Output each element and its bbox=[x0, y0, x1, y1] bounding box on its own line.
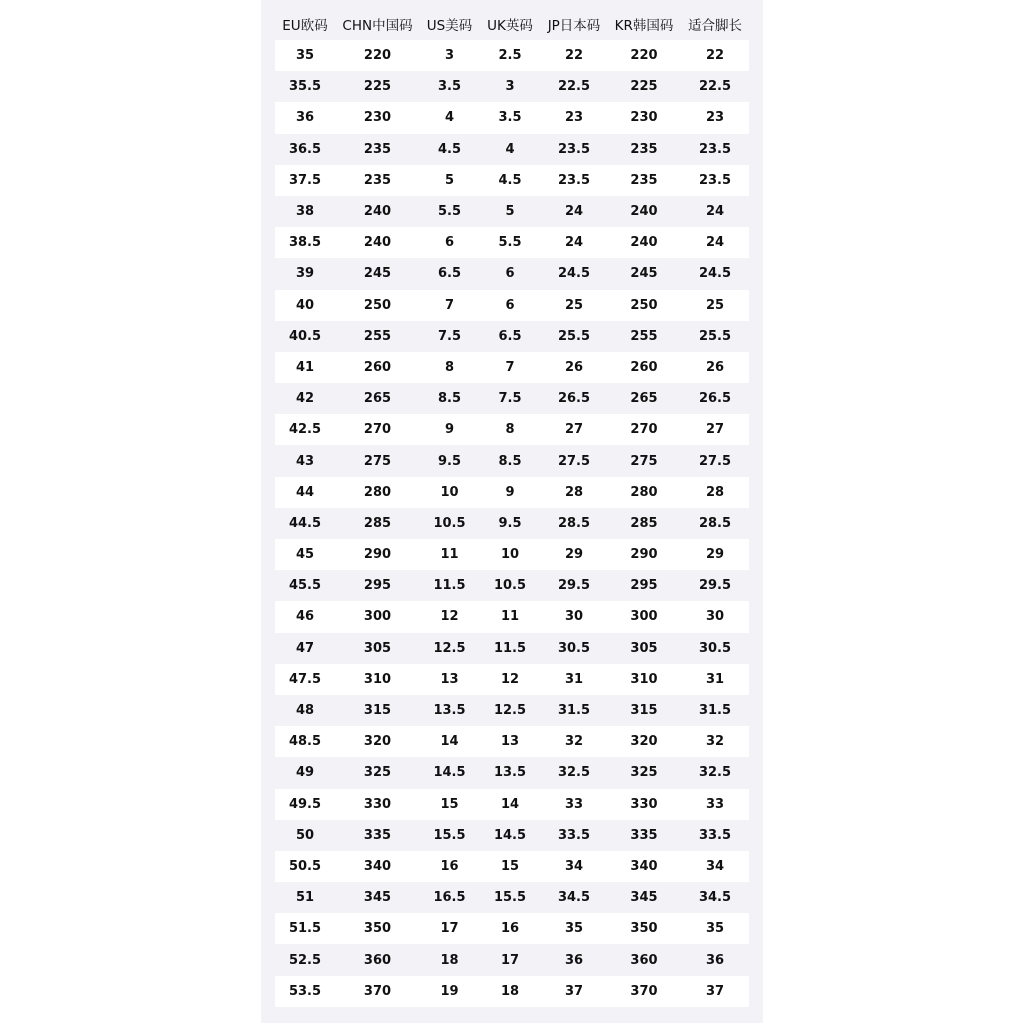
cell-uk: 9 bbox=[505, 484, 515, 500]
cell-us: 15.5 bbox=[433, 827, 466, 843]
cell-chn: 320 bbox=[363, 734, 392, 750]
cell-uk: 11.5 bbox=[493, 640, 527, 656]
cell-us: 8.5 bbox=[437, 391, 462, 407]
cell-foot-length: 27 bbox=[705, 422, 725, 438]
cell-eu: 47 bbox=[295, 640, 315, 656]
cell-kr: 275 bbox=[630, 453, 658, 469]
cell-kr: 230 bbox=[630, 110, 658, 126]
table-row bbox=[275, 789, 749, 820]
cell-us: 18 bbox=[440, 952, 459, 968]
header-uk: UK英码 bbox=[487, 18, 533, 34]
cell-uk: 6 bbox=[505, 266, 515, 282]
cell-jp: 26.5 bbox=[557, 391, 591, 407]
cell-foot-length: 22 bbox=[705, 48, 725, 64]
cell-kr: 340 bbox=[630, 858, 658, 874]
table-row bbox=[275, 165, 749, 196]
table-row bbox=[275, 851, 749, 882]
cell-jp: 31 bbox=[564, 671, 584, 687]
cell-chn: 350 bbox=[363, 921, 392, 937]
table-row bbox=[275, 40, 749, 71]
cell-chn: 240 bbox=[363, 235, 392, 251]
cell-chn: 235 bbox=[363, 141, 392, 157]
cell-jp: 36 bbox=[564, 952, 584, 968]
cell-us: 13.5 bbox=[433, 703, 466, 719]
cell-uk: 12.5 bbox=[493, 703, 527, 719]
cell-us: 19 bbox=[440, 983, 459, 999]
cell-chn: 265 bbox=[363, 391, 392, 407]
cell-foot-length: 28 bbox=[705, 484, 725, 500]
cell-eu: 49 bbox=[295, 765, 315, 781]
table-row bbox=[275, 196, 749, 227]
cell-us: 9 bbox=[444, 422, 455, 438]
cell-eu: 52.5 bbox=[288, 952, 322, 968]
cell-jp: 28 bbox=[564, 484, 584, 500]
cell-eu: 44 bbox=[295, 484, 315, 500]
table-row bbox=[275, 508, 749, 539]
cell-kr: 320 bbox=[630, 734, 658, 750]
cell-kr: 370 bbox=[630, 983, 658, 999]
cell-eu: 42.5 bbox=[288, 422, 322, 438]
cell-eu: 41 bbox=[295, 359, 315, 375]
cell-us: 12 bbox=[440, 609, 459, 625]
cell-jp: 27.5 bbox=[557, 453, 591, 469]
cell-foot-length: 24 bbox=[705, 204, 725, 220]
cell-us: 5 bbox=[444, 172, 455, 188]
cell-uk: 9.5 bbox=[498, 515, 522, 531]
cell-eu: 53.5 bbox=[288, 983, 322, 999]
cell-us: 9.5 bbox=[437, 453, 462, 469]
cell-kr: 290 bbox=[630, 547, 658, 563]
cell-eu: 38.5 bbox=[288, 235, 322, 251]
cell-eu: 47.5 bbox=[288, 671, 322, 687]
cell-eu: 51 bbox=[295, 890, 315, 906]
cell-chn: 360 bbox=[363, 952, 392, 968]
cell-foot-length: 31.5 bbox=[698, 703, 732, 719]
cell-kr: 225 bbox=[630, 79, 658, 95]
cell-jp: 34.5 bbox=[557, 890, 591, 906]
cell-kr: 295 bbox=[630, 578, 658, 594]
cell-jp: 30.5 bbox=[557, 640, 591, 656]
cell-eu: 38 bbox=[295, 204, 315, 220]
cell-foot-length: 30.5 bbox=[698, 640, 732, 656]
table-row bbox=[275, 445, 749, 476]
cell-foot-length: 25 bbox=[705, 297, 725, 313]
table-row bbox=[275, 820, 749, 851]
table-row bbox=[275, 944, 749, 975]
table-row bbox=[275, 414, 749, 445]
cell-foot-length: 31 bbox=[705, 671, 725, 687]
cell-uk: 13 bbox=[500, 734, 520, 750]
cell-uk: 7.5 bbox=[498, 391, 522, 407]
cell-jp: 22.5 bbox=[557, 79, 591, 95]
cell-uk: 14.5 bbox=[493, 827, 527, 843]
table-row bbox=[275, 539, 749, 570]
cell-kr: 325 bbox=[630, 765, 658, 781]
cell-kr: 285 bbox=[630, 515, 658, 531]
cell-foot-length: 23 bbox=[705, 110, 725, 126]
cell-foot-length: 24.5 bbox=[698, 266, 732, 282]
cell-kr: 235 bbox=[630, 172, 658, 188]
cell-jp: 29 bbox=[564, 547, 584, 563]
table-header bbox=[275, 8, 749, 40]
cell-chn: 235 bbox=[363, 172, 392, 188]
cell-us: 17 bbox=[440, 921, 459, 937]
cell-kr: 330 bbox=[630, 796, 658, 812]
cell-uk: 7 bbox=[505, 359, 515, 375]
table-row bbox=[275, 633, 749, 664]
cell-us: 8 bbox=[444, 359, 455, 375]
cell-kr: 265 bbox=[630, 391, 658, 407]
table-row bbox=[275, 726, 749, 757]
cell-jp: 29.5 bbox=[557, 578, 591, 594]
cell-jp: 23 bbox=[564, 110, 584, 126]
cell-kr: 245 bbox=[630, 266, 658, 282]
cell-foot-length: 26 bbox=[705, 359, 725, 375]
cell-foot-length: 28.5 bbox=[698, 515, 732, 531]
cell-us: 6 bbox=[444, 235, 455, 251]
cell-kr: 310 bbox=[630, 671, 658, 687]
cell-jp: 23.5 bbox=[557, 141, 591, 157]
cell-kr: 345 bbox=[630, 890, 658, 906]
cell-eu: 48.5 bbox=[288, 734, 322, 750]
header-jp: JP日本码 bbox=[547, 18, 601, 34]
table-row bbox=[275, 290, 749, 321]
cell-chn: 370 bbox=[363, 983, 392, 999]
cell-foot-length: 32.5 bbox=[698, 765, 732, 781]
header-foot-length: 适合脚长 bbox=[688, 18, 742, 34]
cell-uk: 6.5 bbox=[498, 328, 522, 344]
cell-chn: 295 bbox=[363, 578, 392, 594]
cell-foot-length: 37 bbox=[705, 983, 725, 999]
cell-kr: 260 bbox=[630, 359, 658, 375]
cell-chn: 225 bbox=[363, 79, 392, 95]
table-row bbox=[275, 664, 749, 695]
cell-uk: 8.5 bbox=[498, 453, 522, 469]
cell-eu: 40.5 bbox=[288, 328, 322, 344]
table-row bbox=[275, 976, 749, 1007]
cell-foot-length: 34 bbox=[705, 858, 725, 874]
cell-foot-length: 23.5 bbox=[698, 172, 732, 188]
cell-chn: 260 bbox=[363, 359, 392, 375]
cell-us: 14 bbox=[440, 734, 459, 750]
cell-jp: 37 bbox=[564, 983, 584, 999]
cell-eu: 50.5 bbox=[288, 858, 322, 874]
cell-eu: 43 bbox=[295, 453, 315, 469]
cell-kr: 305 bbox=[630, 640, 658, 656]
cell-jp: 25.5 bbox=[557, 328, 591, 344]
cell-kr: 335 bbox=[630, 827, 658, 843]
cell-chn: 290 bbox=[363, 547, 392, 563]
cell-us: 14.5 bbox=[433, 765, 466, 781]
cell-us: 15 bbox=[440, 796, 459, 812]
cell-us: 4.5 bbox=[437, 141, 462, 157]
cell-chn: 220 bbox=[363, 48, 392, 64]
cell-eu: 40 bbox=[295, 297, 315, 313]
cell-jp: 24 bbox=[564, 235, 584, 251]
table-row bbox=[275, 352, 749, 383]
cell-chn: 250 bbox=[363, 297, 392, 313]
cell-us: 3 bbox=[444, 48, 455, 64]
cell-foot-length: 35 bbox=[705, 921, 725, 937]
cell-chn: 340 bbox=[363, 858, 392, 874]
cell-eu: 39 bbox=[295, 266, 315, 282]
cell-kr: 360 bbox=[630, 952, 658, 968]
cell-us: 11 bbox=[440, 547, 459, 563]
cell-us: 7 bbox=[444, 297, 455, 313]
cell-foot-length: 29.5 bbox=[698, 578, 732, 594]
cell-chn: 305 bbox=[363, 640, 392, 656]
cell-us: 11.5 bbox=[433, 578, 466, 594]
cell-foot-length: 36 bbox=[705, 952, 725, 968]
cell-eu: 45 bbox=[295, 547, 315, 563]
cell-eu: 49.5 bbox=[288, 796, 322, 812]
cell-jp: 35 bbox=[564, 921, 584, 937]
cell-us: 5.5 bbox=[437, 204, 462, 220]
cell-foot-length: 29 bbox=[705, 547, 725, 563]
cell-us: 4 bbox=[444, 110, 455, 126]
cell-us: 6.5 bbox=[437, 266, 462, 282]
table-row bbox=[275, 882, 749, 913]
cell-foot-length: 30 bbox=[705, 609, 725, 625]
cell-eu: 36.5 bbox=[288, 141, 322, 157]
cell-us: 13 bbox=[440, 671, 459, 687]
cell-eu: 44.5 bbox=[288, 515, 322, 531]
cell-kr: 250 bbox=[630, 297, 658, 313]
table-row bbox=[275, 71, 749, 102]
cell-jp: 22 bbox=[564, 48, 584, 64]
cell-foot-length: 33 bbox=[705, 796, 725, 812]
cell-uk: 14 bbox=[500, 796, 520, 812]
cell-chn: 330 bbox=[363, 796, 392, 812]
cell-eu: 51.5 bbox=[288, 921, 322, 937]
cell-foot-length: 32 bbox=[705, 734, 725, 750]
cell-uk: 18 bbox=[500, 983, 520, 999]
cell-chn: 300 bbox=[363, 609, 392, 625]
cell-eu: 50 bbox=[295, 827, 315, 843]
cell-chn: 275 bbox=[363, 453, 392, 469]
cell-eu: 37.5 bbox=[288, 172, 322, 188]
header-kr: KR韩国码 bbox=[614, 18, 674, 34]
table-row bbox=[275, 695, 749, 726]
table-row bbox=[275, 477, 749, 508]
cell-uk: 12 bbox=[500, 671, 520, 687]
cell-eu: 36 bbox=[295, 110, 315, 126]
cell-kr: 220 bbox=[630, 48, 658, 64]
cell-jp: 28.5 bbox=[557, 515, 591, 531]
cell-eu: 46 bbox=[295, 609, 315, 625]
cell-uk: 5.5 bbox=[498, 235, 522, 251]
cell-uk: 3 bbox=[505, 79, 515, 95]
cell-jp: 23.5 bbox=[557, 172, 591, 188]
cell-eu: 48 bbox=[295, 703, 315, 719]
cell-uk: 10 bbox=[500, 547, 520, 563]
cell-uk: 6 bbox=[505, 297, 515, 313]
cell-chn: 285 bbox=[363, 515, 392, 531]
cell-chn: 245 bbox=[363, 266, 392, 282]
cell-eu: 42 bbox=[295, 391, 315, 407]
cell-chn: 325 bbox=[363, 765, 392, 781]
cell-kr: 280 bbox=[630, 484, 658, 500]
cell-kr: 270 bbox=[630, 422, 658, 438]
table-row bbox=[275, 321, 749, 352]
cell-foot-length: 22.5 bbox=[698, 79, 732, 95]
table-row bbox=[275, 134, 749, 165]
cell-foot-length: 27.5 bbox=[698, 453, 732, 469]
table-row bbox=[275, 570, 749, 601]
cell-chn: 310 bbox=[363, 671, 392, 687]
cell-jp: 34 bbox=[564, 858, 584, 874]
cell-kr: 315 bbox=[630, 703, 658, 719]
header-eu: EU欧码 bbox=[282, 18, 328, 34]
cell-uk: 5 bbox=[505, 204, 515, 220]
cell-kr: 240 bbox=[630, 235, 658, 251]
cell-uk: 13.5 bbox=[493, 765, 527, 781]
cell-jp: 32 bbox=[564, 734, 584, 750]
cell-chn: 345 bbox=[363, 890, 392, 906]
cell-kr: 255 bbox=[630, 328, 658, 344]
table-row bbox=[275, 258, 749, 289]
table-row bbox=[275, 227, 749, 258]
cell-foot-length: 25.5 bbox=[698, 328, 732, 344]
cell-kr: 300 bbox=[630, 609, 658, 625]
cell-uk: 3.5 bbox=[498, 110, 522, 126]
table-row bbox=[275, 757, 749, 788]
table-row bbox=[275, 383, 749, 414]
size-chart-panel bbox=[261, 0, 763, 1023]
table-row bbox=[275, 913, 749, 944]
cell-uk: 16 bbox=[500, 921, 520, 937]
cell-uk: 11 bbox=[500, 609, 520, 625]
cell-uk: 10.5 bbox=[493, 578, 527, 594]
cell-uk: 4 bbox=[505, 141, 515, 157]
cell-us: 12.5 bbox=[433, 640, 466, 656]
cell-eu: 35 bbox=[295, 48, 315, 64]
cell-chn: 315 bbox=[363, 703, 392, 719]
table-row bbox=[275, 102, 749, 133]
cell-chn: 335 bbox=[363, 827, 392, 843]
cell-chn: 270 bbox=[363, 422, 392, 438]
cell-kr: 235 bbox=[630, 141, 658, 157]
header-chn: CHN中国码 bbox=[342, 18, 413, 34]
cell-foot-length: 24 bbox=[705, 235, 725, 251]
cell-uk: 4.5 bbox=[498, 172, 522, 188]
cell-eu: 35.5 bbox=[288, 79, 322, 95]
cell-us: 3.5 bbox=[437, 79, 462, 95]
cell-chn: 240 bbox=[363, 204, 392, 220]
cell-us: 10.5 bbox=[433, 515, 466, 531]
cell-foot-length: 26.5 bbox=[698, 391, 732, 407]
cell-kr: 240 bbox=[630, 204, 658, 220]
cell-jp: 33.5 bbox=[557, 827, 591, 843]
cell-jp: 25 bbox=[564, 297, 584, 313]
cell-foot-length: 34.5 bbox=[698, 890, 732, 906]
cell-chn: 255 bbox=[363, 328, 392, 344]
cell-jp: 24.5 bbox=[557, 266, 591, 282]
table-row bbox=[275, 601, 749, 632]
cell-us: 16.5 bbox=[433, 890, 466, 906]
table-body bbox=[275, 40, 749, 1007]
cell-us: 10 bbox=[440, 484, 459, 500]
cell-kr: 350 bbox=[630, 921, 658, 937]
cell-jp: 26 bbox=[564, 359, 584, 375]
cell-jp: 24 bbox=[564, 204, 584, 220]
cell-jp: 33 bbox=[564, 796, 584, 812]
cell-chn: 230 bbox=[363, 110, 392, 126]
cell-chn: 280 bbox=[363, 484, 392, 500]
cell-foot-length: 33.5 bbox=[698, 827, 732, 843]
cell-uk: 2.5 bbox=[498, 48, 522, 64]
cell-jp: 32.5 bbox=[557, 765, 591, 781]
cell-jp: 30 bbox=[564, 609, 584, 625]
cell-uk: 17 bbox=[500, 952, 520, 968]
cell-jp: 27 bbox=[564, 422, 584, 438]
cell-foot-length: 23.5 bbox=[698, 141, 732, 157]
cell-us: 7.5 bbox=[437, 328, 462, 344]
cell-uk: 15 bbox=[500, 858, 520, 874]
cell-jp: 31.5 bbox=[557, 703, 591, 719]
header-us: US美码 bbox=[426, 18, 473, 34]
cell-us: 16 bbox=[440, 858, 459, 874]
cell-uk: 8 bbox=[505, 422, 515, 438]
cell-uk: 15.5 bbox=[493, 890, 527, 906]
cell-eu: 45.5 bbox=[288, 578, 322, 594]
